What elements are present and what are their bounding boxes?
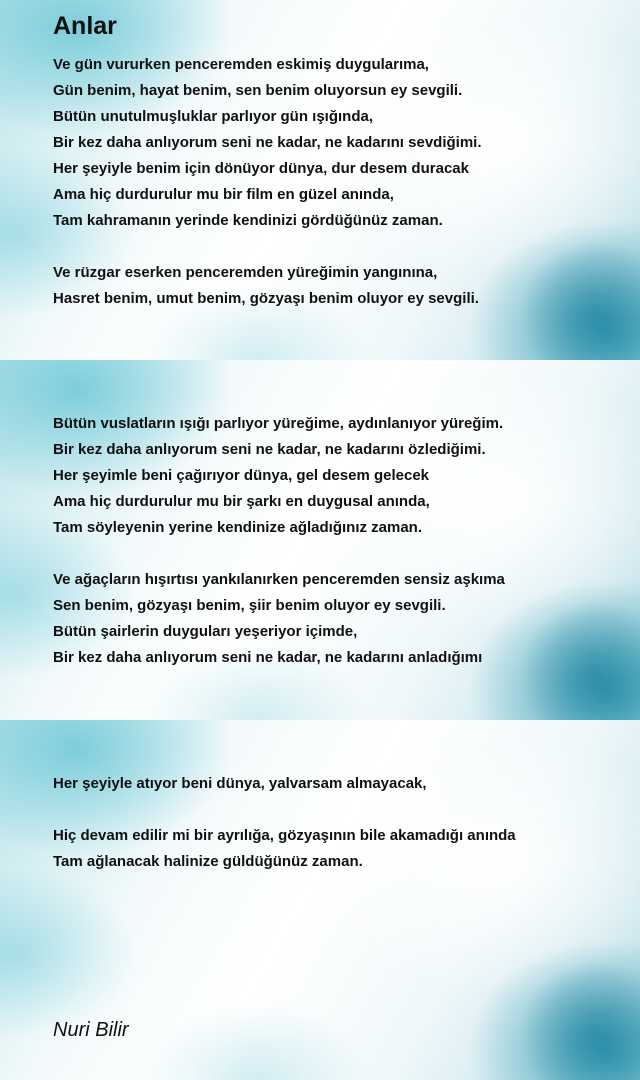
stanza — [53, 411, 633, 541]
poem-line: Ve gün vururken penceremden eskimiş duygularıma, — [53, 56, 429, 73]
poem-line: Ama hiç durdurulur mu bir film en güzel anında, — [53, 186, 394, 203]
poem-line: Ama hiç durdurulur mu bir şarkı en duygusal anında, — [53, 493, 430, 510]
poem-body-2 — [53, 411, 633, 697]
poem-line: Bütün vuslatların ışığı parlıyor yüreğime, aydınlanıyor yüreğim. — [53, 415, 504, 432]
poem-title: Anlar — [53, 12, 117, 40]
stanza — [53, 771, 633, 797]
stanza — [53, 823, 633, 875]
poem-line: Bütün unutulmuşluklar parlıyor gün ışığında, — [53, 108, 374, 125]
stanza — [53, 567, 633, 671]
poem-author: Nuri Bilir — [53, 1019, 129, 1041]
poem-body-3 — [53, 771, 633, 901]
poem-panel-3 — [0, 720, 640, 1080]
stanza — [53, 52, 633, 234]
poem-line: Her şeyiyle atıyor beni dünya, yalvarsam almayacak, — [53, 775, 427, 792]
poem-line: Hiç devam edilir mi bir ayrılığa, gözyaşının bile akamadığı anında — [53, 827, 516, 844]
poem-line: Tam ağlanacak halinize güldüğünüz zaman. — [53, 853, 363, 870]
stanza — [53, 260, 633, 312]
poem-line: Gün benim, hayat benim, sen benim oluyorsun ey sevgili. — [53, 82, 463, 99]
poem-line: Bütün şairlerin duyguları yeşeriyor içimde, — [53, 623, 358, 640]
poem-line: Bir kez daha anlıyorum seni ne kadar, ne kadarını anladığımı — [53, 649, 483, 666]
poem-line: Bir kez daha anlıyorum seni ne kadar, ne kadarını özlediğimi. — [53, 441, 486, 458]
poem-body-1 — [53, 52, 633, 338]
poem-line: Sen benim, gözyaşı benim, şiir benim oluyor ey sevgili. — [53, 597, 446, 614]
poem-line: Ve rüzgar eserken penceremden yüreğimin yangınına, — [53, 264, 438, 281]
poem-line: Ve ağaçların hışırtısı yankılanırken penceremden sensiz aşkıma — [53, 571, 505, 588]
poem-panel-2 — [0, 360, 640, 720]
poem-line: Tam söyleyenin yerine kendinize ağladığınız zaman. — [53, 519, 423, 536]
poem-panel-1 — [0, 0, 640, 360]
poem-line: Tam kahramanın yerinde kendinizi gördüğünüz zaman. — [53, 212, 443, 229]
poem-line: Her şeyimle beni çağırıyor dünya, gel desem gelecek — [53, 467, 430, 484]
poem-line: Hasret benim, umut benim, gözyaşı benim oluyor ey sevgili. — [53, 290, 479, 307]
poem-line: Bir kez daha anlıyorum seni ne kadar, ne kadarını sevdiğimi. — [53, 134, 482, 151]
poem-line: Her şeyiyle benim için dönüyor dünya, dur desem duracak — [53, 160, 469, 177]
